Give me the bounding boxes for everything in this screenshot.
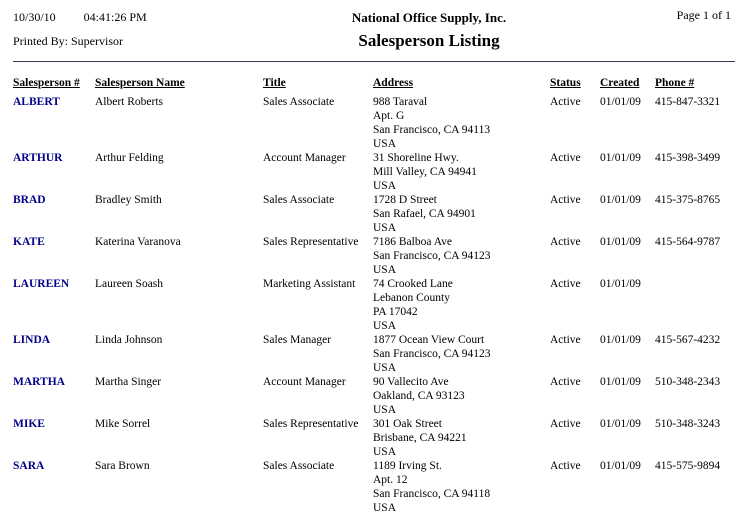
salesperson-created: 01/01/09 (600, 236, 641, 248)
salesperson-id[interactable]: KATE (13, 236, 45, 248)
header-center (238, 8, 620, 51)
salesperson-name: Mike Sorrel (95, 418, 151, 430)
address-line: USA (373, 180, 397, 192)
salesperson-phone: 510-348-2343 (655, 376, 721, 388)
salesperson-title: Sales Representative (263, 418, 359, 430)
salesperson-phone: 415-398-3499 (655, 152, 721, 164)
print-date: 10/30/10 (13, 10, 56, 24)
address-line: USA (373, 362, 397, 374)
salesperson-phone: 415-847-3321 (655, 96, 721, 108)
address-line: USA (373, 264, 397, 276)
salesperson-address (373, 95, 550, 151)
salesperson-title: Sales Associate (263, 460, 335, 472)
salesperson-created: 01/01/09 (600, 152, 641, 164)
salesperson-title: Sales Associate (263, 96, 335, 108)
col-header-salesperson-name: Salesperson Name (95, 77, 185, 89)
address-line: San Francisco, CA 94113 (373, 124, 491, 136)
address-line: USA (373, 222, 397, 234)
address-line: San Francisco, CA 94118 (373, 488, 491, 500)
salesperson-phone: 415-375-8765 (655, 194, 721, 206)
salesperson-status: Active (550, 236, 581, 248)
report-title: Salesperson Listing (358, 31, 500, 50)
salesperson-table (13, 62, 735, 515)
salesperson-address (373, 333, 550, 375)
salesperson-address (373, 375, 550, 417)
salesperson-phone: 415-567-4232 (655, 334, 721, 346)
salesperson-created: 01/01/09 (600, 96, 641, 108)
salesperson-address (373, 417, 550, 459)
salesperson-address (373, 193, 550, 235)
address-line: USA (373, 502, 397, 514)
salesperson-created: 01/01/09 (600, 418, 641, 430)
salesperson-id[interactable]: ALBERT (13, 96, 60, 108)
salesperson-status: Active (550, 460, 581, 472)
salesperson-created: 01/01/09 (600, 278, 641, 290)
company-name: National Office Supply, Inc. (351, 10, 507, 25)
print-time: 04:41:26 PM (83, 10, 147, 24)
address-line: USA (373, 320, 397, 332)
address-line: 7186 Balboa Ave (373, 236, 452, 248)
salesperson-status: Active (550, 334, 581, 346)
salesperson-created: 01/01/09 (600, 194, 641, 206)
salesperson-created: 01/01/09 (600, 376, 641, 388)
address-line: USA (373, 404, 397, 416)
address-line: San Francisco, CA 94123 (373, 348, 491, 360)
salesperson-title: Sales Manager (263, 334, 332, 346)
address-line: 1877 Ocean View Court (373, 334, 485, 346)
col-header-salesperson-id: Salesperson # (13, 77, 80, 89)
salesperson-id[interactable]: LAUREEN (13, 278, 70, 290)
header-right (620, 8, 735, 23)
printed-by: Printed By: Supervisor (13, 34, 123, 48)
address-line: USA (373, 446, 397, 458)
col-header-address: Address (373, 77, 414, 89)
salesperson-id[interactable]: MARTHA (13, 376, 65, 388)
salesperson-name: Bradley Smith (95, 194, 162, 206)
col-header-created: Created (600, 77, 640, 89)
col-header-title: Title (263, 77, 286, 89)
address-line: Lebanon County (373, 292, 450, 304)
address-line: USA (373, 138, 397, 150)
salesperson-phone: 415-564-9787 (655, 236, 721, 248)
address-line: PA 17042 (373, 306, 418, 318)
salesperson-id[interactable]: ARTHUR (13, 152, 63, 164)
salesperson-phone: 510-348-3243 (655, 418, 721, 430)
salesperson-name: Sara Brown (95, 460, 150, 472)
address-line: Brisbane, CA 94221 (373, 432, 467, 444)
salesperson-status: Active (550, 152, 581, 164)
address-line: 90 Vallecito Ave (373, 376, 449, 388)
col-header-phone: Phone # (655, 77, 695, 89)
header-left (13, 8, 238, 49)
salesperson-title: Sales Associate (263, 194, 335, 206)
address-line: San Francisco, CA 94123 (373, 250, 491, 262)
address-line: Oakland, CA 93123 (373, 390, 465, 402)
salesperson-name: Martha Singer (95, 376, 162, 388)
print-datetime (13, 10, 238, 25)
salesperson-title: Sales Representative (263, 236, 359, 248)
salesperson-title: Marketing Assistant (263, 278, 356, 290)
salesperson-name: Linda Johnson (95, 334, 163, 346)
salesperson-id[interactable]: BRAD (13, 194, 46, 206)
salesperson-status: Active (550, 376, 581, 388)
salesperson-created: 01/01/09 (600, 460, 641, 472)
salesperson-address (373, 277, 550, 333)
address-line: 988 Taraval (373, 96, 428, 108)
salesperson-status: Active (550, 96, 581, 108)
address-line: Mill Valley, CA 94941 (373, 166, 477, 178)
salesperson-name: Katerina Varanova (95, 236, 181, 248)
salesperson-phone: 415-575-9894 (655, 460, 721, 472)
salesperson-address (373, 235, 550, 277)
address-line: Apt. G (373, 110, 405, 122)
salesperson-status: Active (550, 418, 581, 430)
salesperson-title: Account Manager (263, 376, 346, 388)
salesperson-id[interactable]: MIKE (13, 418, 45, 430)
col-header-status: Status (550, 77, 581, 89)
salesperson-status: Active (550, 278, 581, 290)
address-line: 301 Oak Street (373, 418, 442, 430)
address-line: 1189 Irving St. (373, 460, 442, 472)
address-line: San Rafael, CA 94901 (373, 208, 476, 220)
salesperson-phone (655, 277, 735, 333)
salesperson-address (373, 151, 550, 193)
salesperson-id[interactable]: LINDA (13, 334, 51, 346)
page-number: Page 1 of 1 (676, 8, 731, 22)
salesperson-created: 01/01/09 (600, 334, 641, 346)
salesperson-name: Arthur Felding (95, 152, 164, 164)
salesperson-id[interactable]: SARA (13, 460, 45, 472)
address-line: 74 Crooked Lane (373, 278, 453, 290)
address-line: Apt. 12 (373, 474, 408, 486)
salesperson-name: Laureen Soash (95, 278, 164, 290)
salesperson-address (373, 459, 550, 515)
salesperson-status: Active (550, 194, 581, 206)
salesperson-title: Account Manager (263, 152, 346, 164)
report-header (13, 8, 735, 51)
salesperson-name: Albert Roberts (95, 96, 164, 108)
address-line: 31 Shoreline Hwy. (373, 152, 459, 164)
address-line: 1728 D Street (373, 194, 437, 206)
